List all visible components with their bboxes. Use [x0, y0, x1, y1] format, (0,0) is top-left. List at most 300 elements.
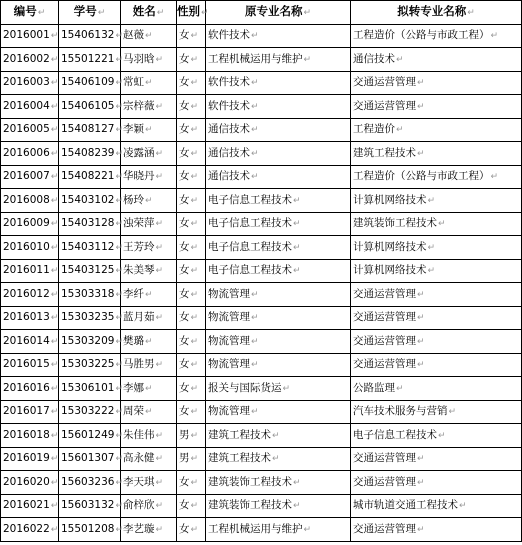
- cell-student-no: [59, 424, 121, 448]
- cell-name: [121, 118, 177, 142]
- paragraph-mark-icon: ↵: [115, 477, 123, 488]
- cell-text: 15303225: [61, 358, 115, 371]
- cell-student-no: [59, 48, 121, 72]
- cell-target-major: [351, 471, 522, 495]
- cell-original-major: [206, 71, 351, 95]
- paragraph-mark-icon: ↵: [115, 360, 123, 371]
- paragraph-mark-icon: ↵: [293, 501, 301, 512]
- paragraph-mark-icon: ↵: [272, 454, 280, 465]
- paragraph-mark-icon: ↵: [50, 501, 59, 512]
- cell-id: [1, 424, 59, 448]
- paragraph-mark-icon: ↵: [190, 524, 199, 535]
- cell-text: 物流管理: [208, 334, 250, 347]
- cell-target-major: [351, 353, 522, 377]
- paragraph-mark-icon: ↵: [155, 360, 164, 371]
- cell-gender: [177, 283, 206, 307]
- paragraph-mark-icon: ↵: [50, 336, 59, 347]
- table-row: [1, 95, 522, 119]
- cell-text: 软件技术: [208, 29, 250, 42]
- cell-student-no: [59, 212, 121, 236]
- paragraph-mark-icon: ↵: [115, 313, 123, 324]
- cell-student-no: [59, 494, 121, 518]
- cell-student-no: [59, 377, 121, 401]
- cell-text: 交通运营管理: [353, 99, 416, 112]
- cell-student-no: [59, 471, 121, 495]
- paragraph-mark-icon: ↵: [115, 78, 123, 89]
- cell-original-major: [206, 353, 351, 377]
- cell-student-no: [59, 518, 121, 542]
- cell-gender: [177, 259, 206, 283]
- table-row: [1, 306, 522, 330]
- cell-id: [1, 259, 59, 283]
- cell-text: 建筑装饰工程技术: [208, 499, 292, 512]
- paragraph-mark-icon: ↵: [448, 407, 457, 418]
- cell-gender: [177, 95, 206, 119]
- cell-original-major: [206, 400, 351, 424]
- paragraph-mark-icon: ↵: [190, 430, 199, 441]
- cell-text: 工程造价（公路与市政工程）: [353, 170, 490, 183]
- paragraph-mark-icon: ↵: [145, 383, 153, 394]
- cell-name: [121, 494, 177, 518]
- cell-text: 建筑工程技术: [353, 146, 416, 159]
- cell-text: 15603132: [61, 499, 115, 512]
- table-row: [1, 283, 522, 307]
- cell-text: 2016006: [3, 146, 50, 159]
- cell-name: [121, 447, 177, 471]
- cell-id: [1, 306, 59, 330]
- table-row: [1, 71, 522, 95]
- cell-target-major: [351, 212, 522, 236]
- paragraph-mark-icon: ↵: [155, 313, 164, 324]
- cell-text: 2016016: [3, 381, 50, 394]
- cell-name: [121, 518, 177, 542]
- paragraph-mark-icon: ↵: [417, 477, 425, 488]
- header-cell-gender: [177, 1, 209, 25]
- cell-text: 李纤: [123, 287, 144, 300]
- cell-text: 通信技术: [353, 52, 395, 65]
- cell-text: 物流管理: [208, 405, 250, 418]
- cell-text: 女: [179, 217, 190, 230]
- table-row: [1, 189, 522, 213]
- cell-text: 15403125: [61, 264, 115, 277]
- cell-name: [121, 189, 177, 213]
- cell-text: 女: [179, 334, 190, 347]
- paragraph-mark-icon: ↵: [50, 101, 59, 112]
- paragraph-mark-icon: ↵: [251, 407, 259, 418]
- paragraph-mark-icon: ↵: [190, 172, 199, 183]
- paragraph-mark-icon: ↵: [251, 148, 259, 159]
- cell-text: 朱美琴: [123, 264, 155, 277]
- cell-text: 交通运营管理: [353, 452, 416, 465]
- paragraph-mark-icon: ↵: [190, 219, 199, 230]
- table-row: [1, 236, 522, 260]
- cell-text: 建筑工程技术: [208, 452, 271, 465]
- paragraph-mark-icon: ↵: [190, 242, 199, 253]
- cell-target-major: [351, 424, 522, 448]
- cell-target-major: [351, 518, 522, 542]
- paragraph-mark-icon: ↵: [115, 125, 123, 136]
- cell-text: 女: [179, 381, 190, 394]
- paragraph-mark-icon: ↵: [155, 501, 164, 512]
- cell-text: 工程造价: [353, 123, 395, 136]
- cell-text: 李颖: [123, 123, 144, 136]
- paragraph-mark-icon: ↵: [115, 454, 123, 465]
- cell-text: 女: [179, 264, 190, 277]
- paragraph-mark-icon: ↵: [467, 8, 475, 19]
- cell-text: 15501221: [61, 52, 115, 65]
- cell-text: 马胜男: [123, 358, 155, 371]
- paragraph-mark-icon: ↵: [145, 407, 153, 418]
- header-cell-original-major: [206, 1, 351, 25]
- cell-text: 15403102: [61, 193, 115, 206]
- cell-original-major: [206, 494, 351, 518]
- cell-text: 通信技术: [208, 170, 250, 183]
- cell-gender: [177, 236, 206, 260]
- cell-student-no: [59, 283, 121, 307]
- paragraph-mark-icon: ↵: [115, 289, 123, 300]
- table-row: [1, 494, 522, 518]
- cell-name: [121, 377, 177, 401]
- cell-text: 女: [179, 99, 190, 112]
- cell-id: [1, 400, 59, 424]
- cell-id: [1, 212, 59, 236]
- cell-original-major: [206, 165, 351, 189]
- header-cell-name: [121, 1, 177, 25]
- paragraph-mark-icon: ↵: [201, 8, 209, 19]
- cell-text: 男: [179, 428, 190, 441]
- header-label: 学号: [73, 4, 97, 19]
- cell-text: 常虹: [123, 76, 144, 89]
- cell-student-no: [59, 165, 121, 189]
- cell-text: 2016001: [3, 29, 50, 42]
- cell-student-no: [59, 353, 121, 377]
- cell-name: [121, 353, 177, 377]
- paragraph-mark-icon: ↵: [190, 383, 199, 394]
- paragraph-mark-icon: ↵: [155, 242, 164, 253]
- table-row: [1, 165, 522, 189]
- paragraph-mark-icon: ↵: [417, 336, 425, 347]
- cell-target-major: [351, 118, 522, 142]
- cell-text: 15406132: [61, 29, 115, 42]
- cell-text: 2016020: [3, 475, 50, 488]
- cell-gender: [177, 377, 206, 401]
- paragraph-mark-icon: ↵: [417, 148, 425, 159]
- cell-text: 2016014: [3, 334, 50, 347]
- paragraph-mark-icon: ↵: [396, 383, 404, 394]
- cell-text: 2016009: [3, 217, 50, 230]
- cell-student-no: [59, 142, 121, 166]
- cell-id: [1, 377, 59, 401]
- paragraph-mark-icon: ↵: [50, 289, 59, 300]
- cell-text: 女: [179, 358, 190, 371]
- cell-id: [1, 471, 59, 495]
- cell-text: 15406109: [61, 76, 115, 89]
- paragraph-mark-icon: ↵: [50, 407, 59, 418]
- paragraph-mark-icon: ↵: [293, 219, 301, 230]
- cell-text: 朱佳伟: [123, 428, 155, 441]
- cell-text: 物流管理: [208, 287, 250, 300]
- paragraph-mark-icon: ↵: [427, 195, 436, 206]
- cell-text: 女: [179, 193, 190, 206]
- cell-text: 15403112: [61, 240, 115, 253]
- cell-text: 15501208: [61, 522, 115, 535]
- cell-target-major: [351, 494, 522, 518]
- cell-id: [1, 24, 59, 48]
- paragraph-mark-icon: ↵: [190, 101, 199, 112]
- cell-text: 15601307: [61, 452, 115, 465]
- cell-text: 女: [179, 170, 190, 183]
- header-cell-target-major: [351, 1, 522, 25]
- cell-text: 电子信息工程技术: [208, 193, 292, 206]
- table-row: [1, 24, 522, 48]
- cell-name: [121, 48, 177, 72]
- cell-gender: [177, 447, 206, 471]
- paragraph-mark-icon: ↵: [251, 313, 259, 324]
- cell-text: 通信技术: [208, 146, 250, 159]
- cell-text: 15303235: [61, 311, 115, 324]
- table-body: [1, 24, 522, 541]
- cell-student-no: [59, 259, 121, 283]
- paragraph-mark-icon: ↵: [115, 383, 123, 394]
- header-label: 原专业名称: [244, 4, 303, 19]
- paragraph-mark-icon: ↵: [190, 54, 199, 65]
- cell-text: 女: [179, 405, 190, 418]
- paragraph-mark-icon: ↵: [145, 289, 153, 300]
- paragraph-mark-icon: ↵: [50, 477, 59, 488]
- paragraph-mark-icon: ↵: [417, 524, 425, 535]
- cell-text: 浊荣萍: [123, 217, 155, 230]
- cell-original-major: [206, 283, 351, 307]
- cell-name: [121, 400, 177, 424]
- cell-text: 交通运营管理: [353, 358, 416, 371]
- paragraph-mark-icon: ↵: [115, 336, 123, 347]
- paragraph-mark-icon: ↵: [115, 148, 123, 159]
- paragraph-mark-icon: ↵: [251, 289, 259, 300]
- paragraph-mark-icon: ↵: [50, 54, 59, 65]
- cell-text: 女: [179, 499, 190, 512]
- cell-text: 华晓丹: [123, 170, 155, 183]
- cell-text: 2016022: [3, 522, 50, 535]
- cell-name: [121, 142, 177, 166]
- cell-text: 赵薇: [123, 29, 144, 42]
- cell-text: 交通运营管理: [353, 287, 416, 300]
- cell-id: [1, 95, 59, 119]
- paragraph-mark-icon: ↵: [190, 78, 199, 89]
- cell-text: 通信技术: [208, 123, 250, 136]
- cell-text: 女: [179, 311, 190, 324]
- cell-text: 女: [179, 29, 190, 42]
- paragraph-mark-icon: ↵: [50, 266, 59, 277]
- cell-student-no: [59, 447, 121, 471]
- cell-target-major: [351, 283, 522, 307]
- paragraph-mark-icon: ↵: [396, 125, 404, 136]
- cell-target-major: [351, 259, 522, 283]
- paragraph-mark-icon: ↵: [145, 195, 153, 206]
- cell-text: 15303209: [61, 334, 115, 347]
- cell-id: [1, 118, 59, 142]
- table-row: [1, 377, 522, 401]
- paragraph-mark-icon: ↵: [190, 148, 199, 159]
- cell-text: 2016012: [3, 287, 50, 300]
- cell-text: 电子信息工程技术: [208, 264, 292, 277]
- paragraph-mark-icon: ↵: [50, 242, 59, 253]
- paragraph-mark-icon: ↵: [251, 172, 259, 183]
- paragraph-mark-icon: ↵: [293, 242, 301, 253]
- table-row: [1, 142, 522, 166]
- paragraph-mark-icon: ↵: [115, 31, 123, 42]
- cell-student-no: [59, 236, 121, 260]
- paragraph-mark-icon: ↵: [459, 501, 467, 512]
- paragraph-mark-icon: ↵: [145, 78, 153, 89]
- paragraph-mark-icon: ↵: [417, 454, 425, 465]
- cell-text: 2016018: [3, 428, 50, 441]
- cell-text: 15303222: [61, 405, 115, 418]
- cell-gender: [177, 189, 206, 213]
- cell-original-major: [206, 142, 351, 166]
- cell-text: 交通运营管理: [353, 76, 416, 89]
- paragraph-mark-icon: ↵: [190, 360, 199, 371]
- cell-name: [121, 236, 177, 260]
- paragraph-mark-icon: ↵: [190, 31, 199, 42]
- paragraph-mark-icon: ↵: [155, 219, 164, 230]
- cell-text: 周荣: [123, 405, 144, 418]
- cell-gender: [177, 518, 206, 542]
- cell-text: 工程机械运用与维护: [208, 522, 303, 535]
- cell-name: [121, 71, 177, 95]
- cell-original-major: [206, 424, 351, 448]
- paragraph-mark-icon: ↵: [115, 430, 123, 441]
- paragraph-mark-icon: ↵: [50, 78, 59, 89]
- cell-text: 2016003: [3, 76, 50, 89]
- cell-text: 城市轨道交通工程技术: [353, 499, 458, 512]
- paragraph-mark-icon: ↵: [145, 336, 153, 347]
- cell-text: 工程造价（公路与市政工程）: [353, 29, 490, 42]
- paragraph-mark-icon: ↵: [155, 477, 164, 488]
- cell-text: 15306101: [61, 381, 115, 394]
- cell-text: 俞梓欣: [123, 499, 155, 512]
- cell-text: 计算机网络技术: [353, 264, 427, 277]
- cell-name: [121, 471, 177, 495]
- cell-text: 15403128: [61, 217, 115, 230]
- header-label: 编号: [13, 4, 37, 19]
- paragraph-mark-icon: ↵: [282, 383, 291, 394]
- cell-text: 女: [179, 123, 190, 136]
- paragraph-mark-icon: ↵: [303, 8, 312, 19]
- cell-text: 2016019: [3, 452, 50, 465]
- cell-original-major: [206, 212, 351, 236]
- paragraph-mark-icon: ↵: [190, 477, 199, 488]
- paragraph-mark-icon: ↵: [50, 383, 59, 394]
- cell-text: 女: [179, 475, 190, 488]
- cell-text: 王芳玲: [123, 240, 155, 253]
- cell-id: [1, 353, 59, 377]
- paragraph-mark-icon: ↵: [490, 172, 499, 183]
- cell-id: [1, 236, 59, 260]
- cell-text: 2016013: [3, 311, 50, 324]
- paragraph-mark-icon: ↵: [190, 125, 199, 136]
- paragraph-mark-icon: ↵: [417, 289, 425, 300]
- paragraph-mark-icon: ↵: [417, 78, 425, 89]
- table-row: [1, 118, 522, 142]
- cell-original-major: [206, 118, 351, 142]
- cell-text: 2016015: [3, 358, 50, 371]
- paragraph-mark-icon: ↵: [155, 101, 164, 112]
- paragraph-mark-icon: ↵: [251, 78, 259, 89]
- cell-text: 男: [179, 452, 190, 465]
- header-label: 姓名: [132, 4, 156, 19]
- cell-text: 杨玲: [123, 193, 144, 206]
- cell-id: [1, 48, 59, 72]
- cell-text: 宗梓薇: [123, 99, 155, 112]
- cell-text: 马羽晗: [123, 52, 155, 65]
- table-row: [1, 471, 522, 495]
- cell-name: [121, 283, 177, 307]
- cell-text: 电子信息工程技术: [208, 240, 292, 253]
- cell-target-major: [351, 447, 522, 471]
- table-row: [1, 353, 522, 377]
- paragraph-mark-icon: ↵: [115, 407, 123, 418]
- paragraph-mark-icon: ↵: [190, 289, 199, 300]
- table-row: [1, 212, 522, 236]
- table-row: [1, 518, 522, 542]
- cell-original-major: [206, 377, 351, 401]
- cell-original-major: [206, 471, 351, 495]
- paragraph-mark-icon: ↵: [50, 313, 59, 324]
- table-row: [1, 424, 522, 448]
- cell-text: 2016007: [3, 170, 50, 183]
- header-row: [1, 1, 522, 25]
- paragraph-mark-icon: ↵: [115, 172, 123, 183]
- cell-text: 女: [179, 522, 190, 535]
- cell-text: 公路监理: [353, 381, 395, 394]
- cell-student-no: [59, 118, 121, 142]
- cell-target-major: [351, 400, 522, 424]
- cell-name: [121, 330, 177, 354]
- cell-gender: [177, 48, 206, 72]
- cell-name: [121, 259, 177, 283]
- cell-gender: [177, 71, 206, 95]
- cell-text: 15303318: [61, 287, 115, 300]
- cell-original-major: [206, 306, 351, 330]
- paragraph-mark-icon: ↵: [190, 407, 199, 418]
- cell-text: 交通运营管理: [353, 475, 416, 488]
- cell-text: 2016011: [3, 264, 50, 277]
- paragraph-mark-icon: ↵: [155, 430, 164, 441]
- cell-text: 工程机械运用与维护: [208, 52, 303, 65]
- cell-gender: [177, 330, 206, 354]
- paragraph-mark-icon: ↵: [251, 31, 259, 42]
- paragraph-mark-icon: ↵: [50, 360, 59, 371]
- cell-text: 女: [179, 76, 190, 89]
- cell-gender: [177, 400, 206, 424]
- cell-target-major: [351, 236, 522, 260]
- cell-target-major: [351, 330, 522, 354]
- cell-text: 2016004: [3, 99, 50, 112]
- paragraph-mark-icon: ↵: [115, 242, 123, 253]
- cell-text: 李娜: [123, 381, 144, 394]
- paragraph-mark-icon: ↵: [190, 501, 199, 512]
- paragraph-mark-icon: ↵: [145, 31, 153, 42]
- paragraph-mark-icon: ↵: [251, 360, 259, 371]
- cell-text: 15406105: [61, 99, 115, 112]
- cell-text: 2016017: [3, 405, 50, 418]
- cell-text: 2016002: [3, 52, 50, 65]
- paragraph-mark-icon: ↵: [303, 524, 312, 535]
- cell-original-major: [206, 447, 351, 471]
- cell-student-no: [59, 95, 121, 119]
- cell-gender: [177, 471, 206, 495]
- cell-original-major: [206, 48, 351, 72]
